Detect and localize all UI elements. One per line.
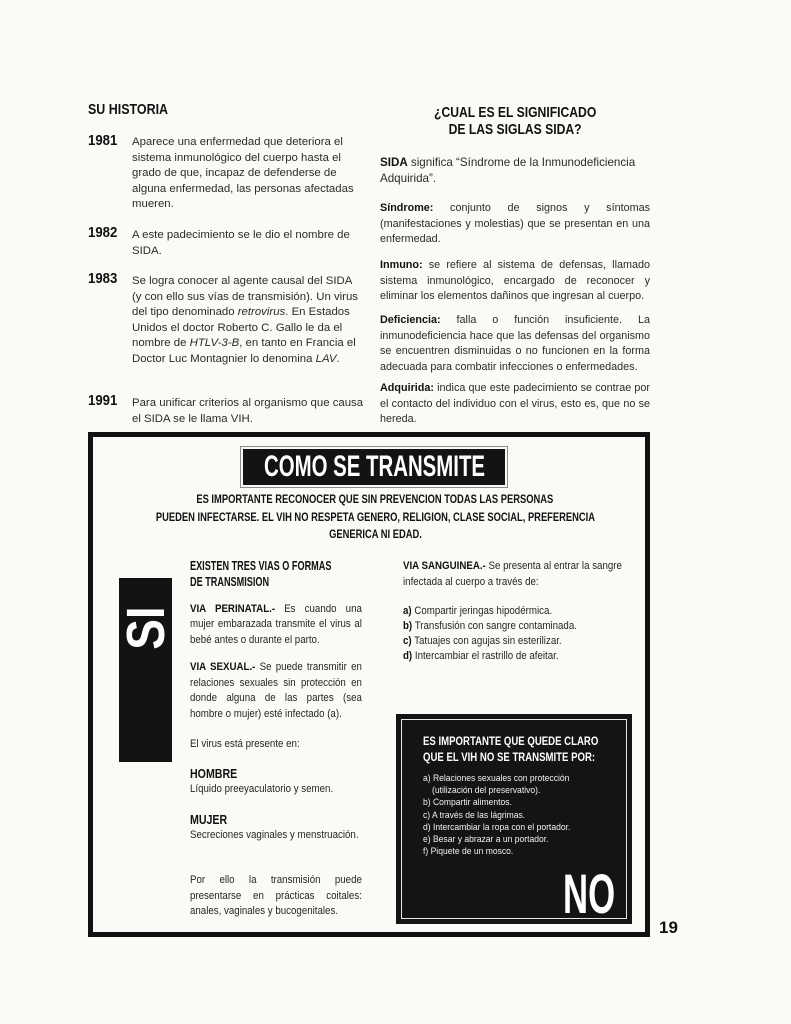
route-text: Se presenta al entrar la sangre infectada al cuerpo a través de: xyxy=(403,560,622,588)
list-item xyxy=(403,604,577,619)
ways-heading-line: DE TRANSMISION xyxy=(190,575,270,589)
definition-term: SIDA xyxy=(380,156,408,169)
heading-line: ES IMPORTANTE QUE QUEDE CLARO xyxy=(423,734,599,748)
definition-text: conjunto de signos y síntomas (manifestaciones y molestias) que se presentan en una enfermedad. xyxy=(380,202,650,245)
history-heading-text: SU HISTORIA xyxy=(88,101,169,118)
man-label: HOMBRE xyxy=(190,767,238,781)
item-text: Intercambiar el rastrillo de afeitar. xyxy=(412,650,559,662)
year-1982: 1982 xyxy=(88,224,118,241)
list-item: e) Besar y abrazar a un portador. xyxy=(423,834,549,846)
route-term: VIA SEXUAL.- xyxy=(190,661,256,673)
blood-transmission-list xyxy=(403,604,577,664)
not-transmitted-heading xyxy=(423,733,642,765)
statement-line-text: PUEDEN INFECTARSE. EL VIH NO RESPETA GENERO, RELIGION, CLASE SOCIAL, PREFERENCIA xyxy=(155,509,595,524)
si-vertical-bar xyxy=(115,578,176,762)
not-transmitted-box xyxy=(396,714,632,924)
list-item xyxy=(403,619,577,634)
route-term: VIA PERINATAL.- xyxy=(190,603,276,615)
definition-term: Síndrome: xyxy=(380,202,434,214)
history-heading xyxy=(88,101,184,119)
statement-line xyxy=(106,509,644,527)
item-letter: d) xyxy=(403,650,413,662)
item-text: Tatuajes con agujas sin esterilizar. xyxy=(411,635,562,647)
statement-line xyxy=(106,526,644,544)
heading-line: QUE EL VIH NO SE TRANSMITE POR: xyxy=(423,750,596,764)
text-segment: . En Estados Unidos el doctor Roberto C. Gallo le da el nombre de xyxy=(132,306,350,349)
definition-text: falla o función insuficiente. La inmunodeficiencia hace que las defensas del organismo se encuentren disminuidas o no funcionen en la forma adecuada para combatir infecciones o enfermedades. xyxy=(380,314,650,373)
heading-line xyxy=(365,104,665,121)
list-item: a) Relaciones sexuales con protección xyxy=(423,773,570,784)
history-text-1991: Para unificar criterios al organismo que causa el SIDA se le llama VIH. xyxy=(132,397,364,425)
ways-heading xyxy=(190,558,384,590)
transmission-banner xyxy=(243,449,505,485)
transmission-box xyxy=(88,432,650,937)
history-text-1983 xyxy=(132,274,364,367)
ways-heading-line: EXISTEN TRES VIAS O FORMAS xyxy=(190,559,332,573)
page-number: 19 xyxy=(659,918,678,937)
practices-paragraph: Por ello la transmisión puede presentarse en prácticas coitales: anales, vaginales y bucogenitales. xyxy=(190,874,362,917)
woman-fluids-text: Secreciones vaginales y menstruación. xyxy=(190,829,359,841)
definition-deficiencia xyxy=(380,313,650,375)
history-text-1982: A este padecimiento se le dio el nombre de SIDA. xyxy=(132,229,350,257)
year-1991: 1991 xyxy=(88,392,118,409)
item-text: Transfusión con sangre contaminada. xyxy=(412,620,577,632)
definition-adquirida xyxy=(380,381,650,428)
italic-term: retrovirus xyxy=(237,306,286,318)
definition-text: indica que este padecimiento se contrae por el contacto del individuo con el virus, esto es, que no se hereda. xyxy=(380,382,650,425)
important-statement xyxy=(106,491,644,544)
text-segment: , en tanto en Francia el Doctor Luc Montagnier lo denomina xyxy=(132,337,356,365)
definition-term: Inmuno: xyxy=(380,259,423,271)
list-item xyxy=(403,634,577,649)
history-text-1981: Aparece una enfermedad que deteriora el sistema inmunológico del cuerpo hasta el grado de que, incapaz de defenderse de alguna enfermedad, las personas afectadas mueren. xyxy=(132,136,354,211)
item-letter: a) xyxy=(403,605,412,617)
route-term: VIA SANGUINEA.- xyxy=(403,560,486,572)
route-text: Se puede transmitir en relaciones sexuales sin protección en donde alguna de las partes (sea hombre o mujer) esté infectado (a). xyxy=(190,661,362,720)
definition-inmuno xyxy=(380,258,650,305)
definition-text: se refiere al sistema de defensas, llamado sistema inmunológico, encargado de reconocer y eliminar los elementos dañinos que ingresan al cuerpo. xyxy=(380,259,650,302)
statement-line-text: ES IMPORTANTE RECONOCER QUE SIN PREVENCION TODAS LAS PERSONAS xyxy=(196,492,554,506)
year-1981: 1981 xyxy=(88,132,118,149)
virus-present-text: El virus está presente en: xyxy=(190,738,300,750)
route-text: Es cuando una mujer embarazada transmite el virus al bebé antes o durante el parto. xyxy=(190,603,362,646)
heading-line-text: ¿CUAL ES EL SIGNIFICADO xyxy=(433,104,597,121)
year-1983: 1983 xyxy=(88,270,118,287)
woman-label: MUJER xyxy=(190,813,228,827)
statement-line xyxy=(106,491,644,509)
not-transmitted-list xyxy=(423,773,570,858)
perinatal-paragraph xyxy=(190,602,362,648)
item-letter: b) xyxy=(403,620,413,632)
list-item: b) Compartir alimentos. xyxy=(423,797,512,809)
definition-term: Deficiencia: xyxy=(380,314,441,326)
no-label: NO xyxy=(563,862,616,925)
text-segment: . xyxy=(336,352,340,365)
list-item-continuation: (utilización del preservativo). xyxy=(432,785,541,797)
list-item: c) A través de las lágrimas. xyxy=(423,809,526,821)
item-letter: c) xyxy=(403,635,412,647)
blood-paragraph xyxy=(403,558,628,590)
definition-term: Adquirida: xyxy=(380,382,434,394)
man-fluids-text: Líquido preeyaculatorio y semen. xyxy=(190,783,334,795)
text-segment: Se logra conocer al agente causal del SIDA (y con ello sus vías de transmisión). Un virus del tipo denominado xyxy=(132,275,358,318)
italic-term: LAV xyxy=(315,352,337,365)
sexual-paragraph xyxy=(190,660,362,722)
item-text: Compartir jeringas hipodérmica. xyxy=(411,605,553,617)
definition-sindrome xyxy=(380,201,650,248)
heading-line xyxy=(365,121,665,138)
list-item: d) Intercambiar la ropa con el portador. xyxy=(423,821,571,833)
italic-term: HTLV-3-B xyxy=(189,337,240,349)
si-label: SI xyxy=(115,606,176,650)
statement-line-text: GENERICA NI EDAD. xyxy=(328,527,422,541)
list-item xyxy=(403,649,577,664)
heading-line-text: DE LAS SIGLAS SIDA? xyxy=(448,121,582,138)
banner-text: COMO SE TRANSMITE xyxy=(263,450,485,483)
definition-text: significa “Síndrome de la Inmunodeficiencia Adquirida”. xyxy=(380,156,636,185)
meaning-heading xyxy=(365,104,665,138)
list-item: f) Piquete de un mosco. xyxy=(423,846,514,858)
definition-sida xyxy=(380,155,650,187)
